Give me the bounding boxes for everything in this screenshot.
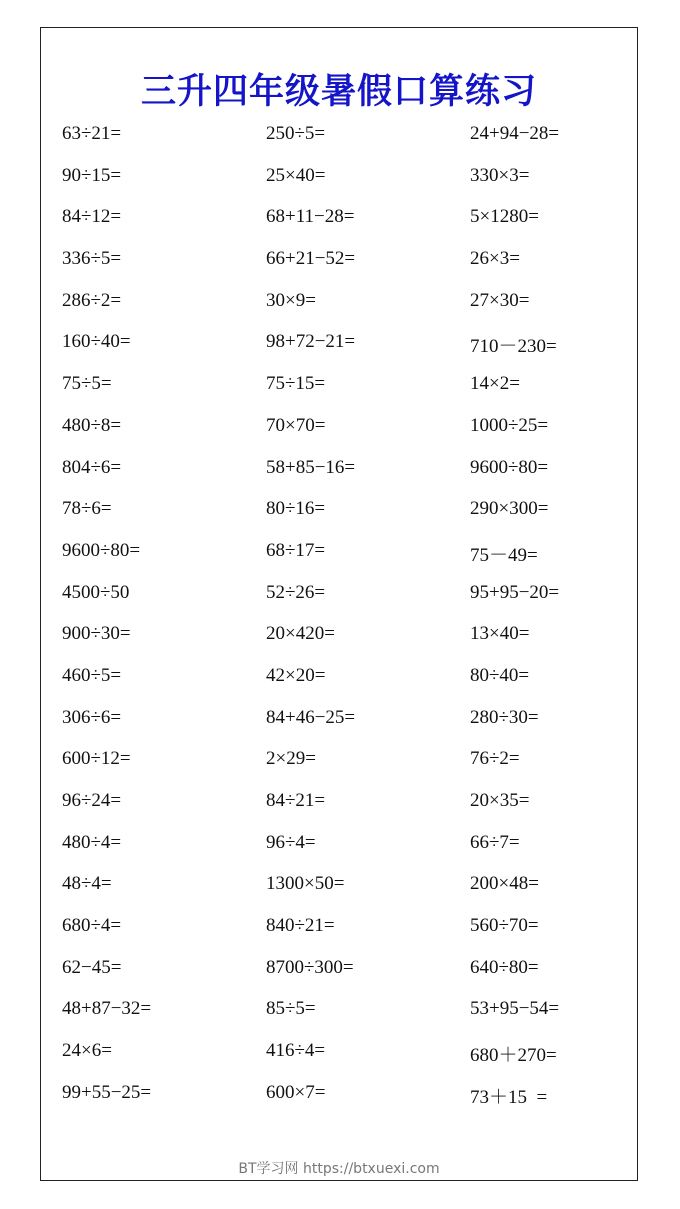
problem-item: 26×3= bbox=[470, 248, 520, 270]
problem-row bbox=[62, 748, 642, 790]
problem-item: 4500÷50 bbox=[62, 581, 130, 603]
problem-row bbox=[62, 957, 642, 999]
problem-item: 600×7= bbox=[266, 1081, 326, 1103]
problem-item: 20×35= bbox=[470, 790, 530, 811]
problem-item: 710－230= bbox=[470, 336, 557, 358]
problem-item: 84+46−25= bbox=[266, 706, 356, 728]
problem-row bbox=[62, 873, 642, 915]
problem-item: 200×48= bbox=[470, 873, 539, 895]
problem-item: 680÷4= bbox=[62, 915, 122, 937]
problem-row bbox=[62, 331, 642, 373]
problem-item: 9600÷80= bbox=[62, 539, 141, 561]
problem-item: 70×70= bbox=[266, 414, 326, 436]
problem-row bbox=[62, 290, 642, 332]
problem-row bbox=[62, 915, 642, 957]
problem-item: 80÷40= bbox=[470, 664, 530, 686]
problem-item: 840÷21= bbox=[266, 915, 335, 937]
problem-item: 416÷4= bbox=[266, 1040, 326, 1062]
problem-row bbox=[62, 415, 642, 457]
problem-item: 80÷16= bbox=[266, 498, 326, 520]
problem-item: 900÷30= bbox=[62, 623, 131, 645]
problem-row bbox=[62, 665, 642, 707]
problem-item: 1300×50= bbox=[266, 873, 345, 895]
worksheet-page bbox=[40, 27, 638, 1181]
problem-item: 330×3= bbox=[470, 164, 530, 186]
problem-row bbox=[62, 540, 642, 582]
problem-item: 2×29= bbox=[266, 748, 316, 770]
problem-item: 290×300= bbox=[470, 498, 549, 520]
problem-item: 96÷4= bbox=[266, 831, 316, 853]
problem-item: 73＋15 = bbox=[470, 1086, 548, 1108]
problem-row bbox=[62, 582, 642, 624]
problem-item: 99+55−25= bbox=[62, 1081, 152, 1103]
problem-item: 286÷2= bbox=[62, 289, 122, 311]
problem-item: 27×30= bbox=[470, 289, 530, 311]
problem-row bbox=[62, 248, 642, 290]
problem-row bbox=[62, 998, 642, 1040]
problem-item: 84÷21= bbox=[266, 790, 326, 811]
problem-row bbox=[62, 1040, 642, 1082]
problem-item: 75÷5= bbox=[62, 373, 112, 395]
problem-item: 24+94−28= bbox=[470, 123, 560, 144]
problem-item: 42×20= bbox=[266, 664, 326, 686]
problem-item: 336÷5= bbox=[62, 248, 122, 270]
problem-row bbox=[62, 623, 642, 665]
problem-item: 76÷2= bbox=[470, 748, 520, 770]
worksheet-title: 三升四年级暑假口算练习 bbox=[140, 72, 537, 112]
problem-row bbox=[62, 457, 642, 499]
problem-item: 78÷6= bbox=[62, 498, 112, 520]
problem-row bbox=[62, 707, 642, 749]
problem-item: 63÷21= bbox=[62, 123, 122, 144]
problem-item: 160÷40= bbox=[62, 331, 131, 353]
problem-item: 306÷6= bbox=[62, 706, 122, 728]
problem-item: 66÷7= bbox=[470, 831, 520, 853]
problem-item: 66+21−52= bbox=[266, 248, 356, 270]
problem-item: 460÷5= bbox=[62, 664, 122, 686]
problem-item: 53+95−54= bbox=[470, 998, 560, 1020]
problem-item: 68+11−28= bbox=[266, 206, 355, 228]
problem-grid bbox=[62, 123, 642, 1124]
problem-item: 280÷30= bbox=[470, 706, 539, 728]
problem-item: 62−45= bbox=[62, 956, 122, 978]
problem-item: 804÷6= bbox=[62, 456, 122, 478]
problem-item: 250÷5= bbox=[266, 123, 326, 144]
problem-item: 8700÷300= bbox=[266, 956, 354, 978]
footer-watermark: BT学习网 https://btxuexi.com bbox=[238, 1161, 440, 1177]
problem-row bbox=[62, 373, 642, 415]
problem-item: 20×420= bbox=[266, 623, 335, 645]
problem-row bbox=[62, 206, 642, 248]
problem-item: 13×40= bbox=[470, 623, 530, 645]
problem-row bbox=[62, 790, 642, 832]
problem-row bbox=[62, 832, 642, 874]
problem-item: 98+72−21= bbox=[266, 331, 356, 353]
problem-item: 30×9= bbox=[266, 289, 316, 311]
problem-item: 52÷26= bbox=[266, 581, 326, 603]
problem-item: 480÷8= bbox=[62, 414, 122, 436]
problem-item: 14×2= bbox=[470, 373, 520, 395]
problem-row bbox=[62, 165, 642, 207]
problem-item: 58+85−16= bbox=[266, 456, 356, 478]
problem-row bbox=[62, 123, 642, 165]
problem-item: 84÷12= bbox=[62, 206, 122, 228]
problem-item: 96÷24= bbox=[62, 790, 122, 811]
problem-item: 75－49= bbox=[470, 544, 538, 566]
problem-item: 480÷4= bbox=[62, 831, 122, 853]
problem-item: 48+87−32= bbox=[62, 998, 152, 1020]
problem-item: 90÷15= bbox=[62, 164, 122, 186]
problem-item: 640÷80= bbox=[470, 956, 539, 978]
problem-item: 75÷15= bbox=[266, 373, 326, 395]
problem-item: 68÷17= bbox=[266, 539, 326, 561]
problem-row bbox=[62, 1082, 642, 1124]
problem-item: 1000÷25= bbox=[470, 414, 549, 436]
problem-item: 48÷4= bbox=[62, 873, 112, 895]
problem-item: 5×1280= bbox=[470, 206, 539, 228]
problem-item: 600÷12= bbox=[62, 748, 131, 770]
problem-row bbox=[62, 498, 642, 540]
problem-item: 85÷5= bbox=[266, 998, 316, 1020]
problem-item: 9600÷80= bbox=[470, 456, 549, 478]
problem-item: 680＋270= bbox=[470, 1045, 557, 1067]
problem-item: 25×40= bbox=[266, 164, 326, 186]
problem-item: 24×6= bbox=[62, 1040, 112, 1062]
problem-item: 95+95−20= bbox=[470, 581, 560, 603]
problem-item: 560÷70= bbox=[470, 915, 539, 937]
